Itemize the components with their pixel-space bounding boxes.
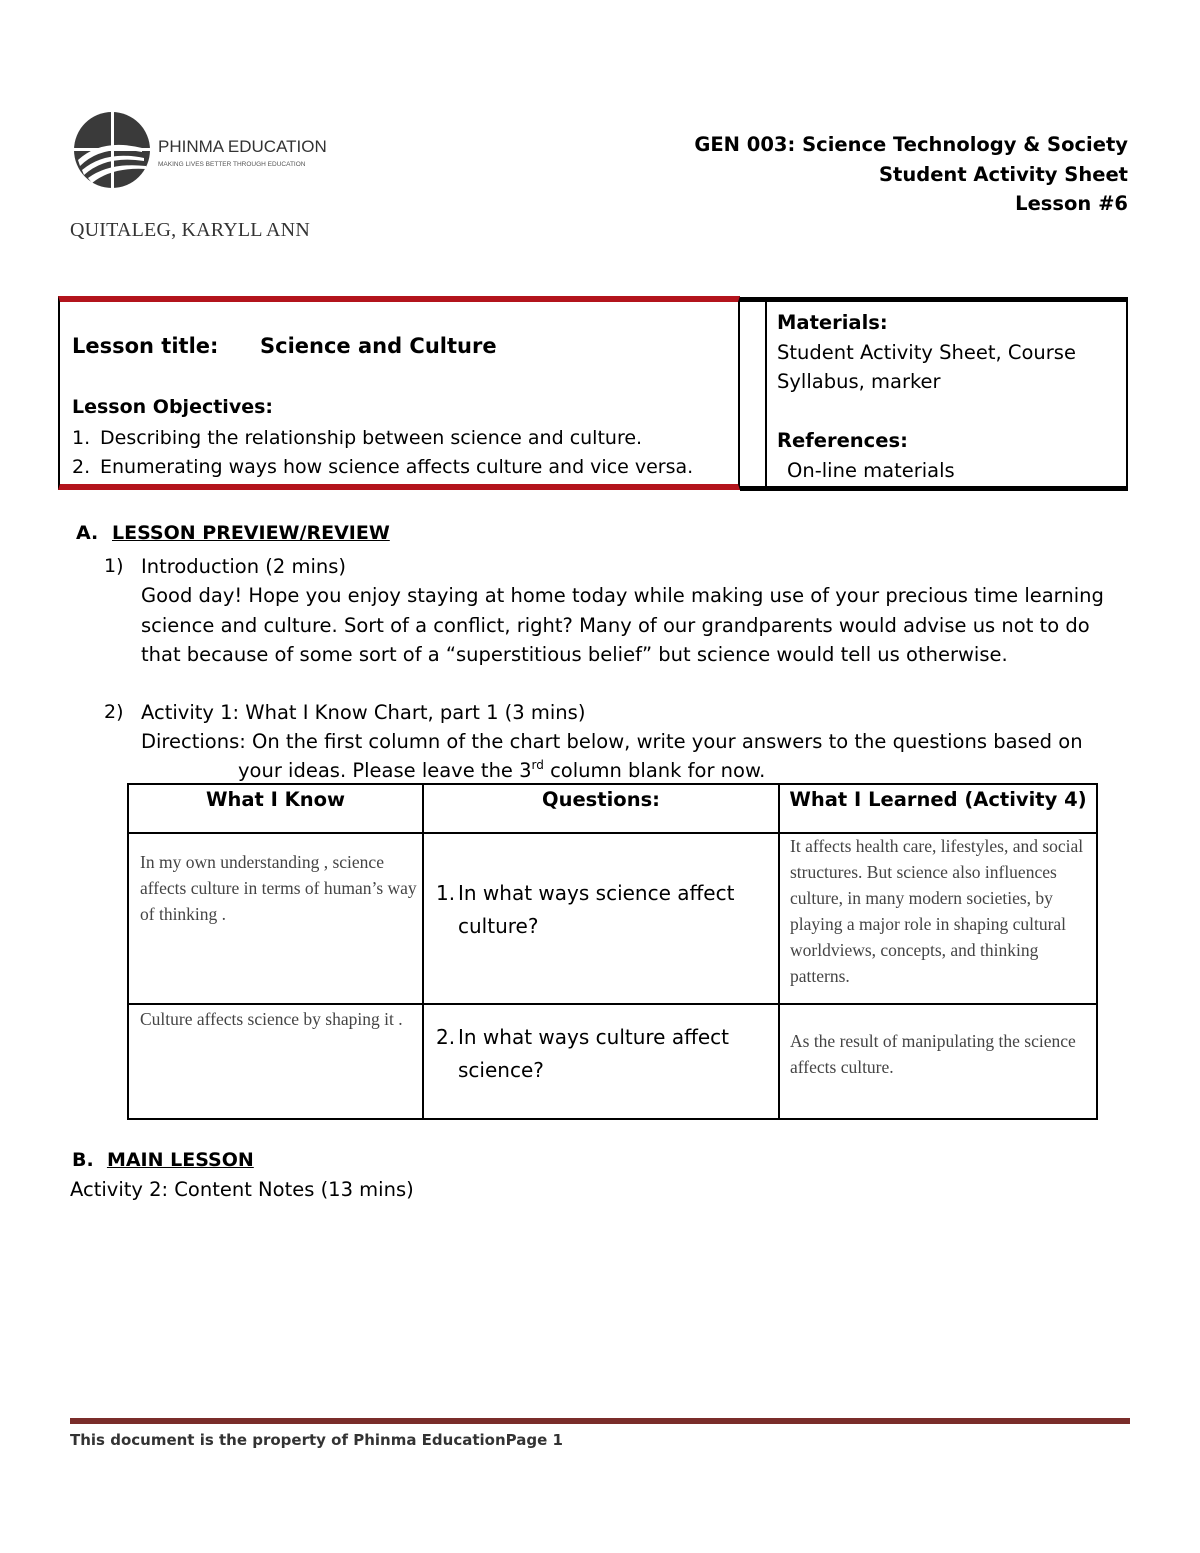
activity2-title: Activity 2: Content Notes (13 mins) — [70, 1178, 414, 1201]
section-b-title: MAIN LESSON — [106, 1149, 254, 1171]
column-header-learned: What I Learned (Activity 4) — [789, 788, 1087, 811]
student-name: QUITALEG, KARYLL ANN — [70, 219, 310, 241]
references-text: On-line materials — [787, 458, 955, 482]
materials-heading: Materials: — [777, 311, 888, 334]
materials-content — [777, 308, 1076, 485]
table-cell-learned: As the result of manipulating the science affects culture. — [790, 1031, 1076, 1077]
course-title: GEN 003: Science Technology & Society — [694, 133, 1128, 156]
logo-brand-name: PHINMA EDUCATION — [158, 137, 327, 156]
objective-item — [72, 424, 693, 453]
objectives-list — [72, 424, 693, 482]
section-b-letter: B. — [72, 1149, 94, 1171]
materials-line-1: Student Activity Sheet, Course — [777, 340, 1076, 364]
column-header-know: What I Know — [205, 788, 346, 811]
table-cell-question: 2. In what ways culture affect science? — [436, 1025, 730, 1082]
section-b-heading — [72, 1149, 254, 1171]
lesson-number: Lesson #6 — [1015, 192, 1128, 215]
lesson-title-row — [72, 334, 497, 358]
logo-tagline: MAKING LIVES BETTER THROUGH EDUCATION — [158, 161, 306, 168]
document-header — [694, 130, 1128, 219]
activity1-directions: Directions: On the first column of the chart below, write your answers to the questions based on — [141, 730, 1083, 753]
phinma-logo-mark — [72, 108, 332, 192]
footer-divider — [70, 1418, 1130, 1424]
lesson-title: Science and Culture — [260, 334, 497, 358]
objective-item — [72, 453, 693, 482]
objectives-heading: Lesson Objectives: — [72, 396, 273, 418]
section-a-letter: A. — [76, 522, 99, 544]
table-cell-learned: It affects health care, lifestyles, and social structures. But science also influences culture, in many modern societies, by playing a major role in shaping cultural worldviews, concepts, and thinking patterns. — [790, 836, 1084, 986]
table-cell-know: In my own understanding , science affects culture in terms of human’s way of thinking . — [140, 852, 417, 924]
footer-text: This document is the property of Phinma EducationPage 1 — [70, 1431, 563, 1449]
activity1-directions-cont: your ideas. Please leave the 3rd column blank for now. — [238, 758, 766, 782]
materials-line-2: Syllabus, marker — [777, 370, 941, 393]
column-header-questions: Questions: — [542, 788, 660, 811]
lesson-title-label: Lesson title: — [72, 334, 219, 358]
materials-separator — [740, 297, 765, 491]
sheet-type: Student Activity Sheet — [879, 162, 1128, 186]
table-cell-know: Culture affects science by shaping it . — [140, 1009, 403, 1029]
activity1-number: 2) — [104, 701, 124, 723]
section-a-heading — [76, 522, 390, 544]
intro-title: Introduction (2 mins) — [141, 555, 347, 578]
intro-number: 1) — [104, 555, 124, 577]
table-cell-question: 1. In what ways science affect culture? — [436, 881, 735, 938]
objective-number: 1. — [72, 427, 91, 449]
phinma-logo — [72, 108, 332, 192]
activity1-title: Activity 1: What I Know Chart, part 1 (3 mins) — [141, 701, 586, 724]
objective-text: Enumerating ways how science affects culture and vice versa. — [100, 456, 694, 478]
objective-number: 2. — [72, 456, 91, 478]
section-a-title: LESSON PREVIEW/REVIEW — [112, 522, 390, 544]
references-heading: References: — [777, 429, 908, 452]
intro-body: Good day! Hope you enjoy staying at home today while making use of your precious time learning science and culture. Sort of a conflict, right? Many of our grandparents would advise us not to do that because of some sort of a “superstitious belief” but science would tell us otherwise. — [141, 584, 1104, 666]
objective-text: Describing the relationship between science and culture. — [100, 427, 643, 449]
